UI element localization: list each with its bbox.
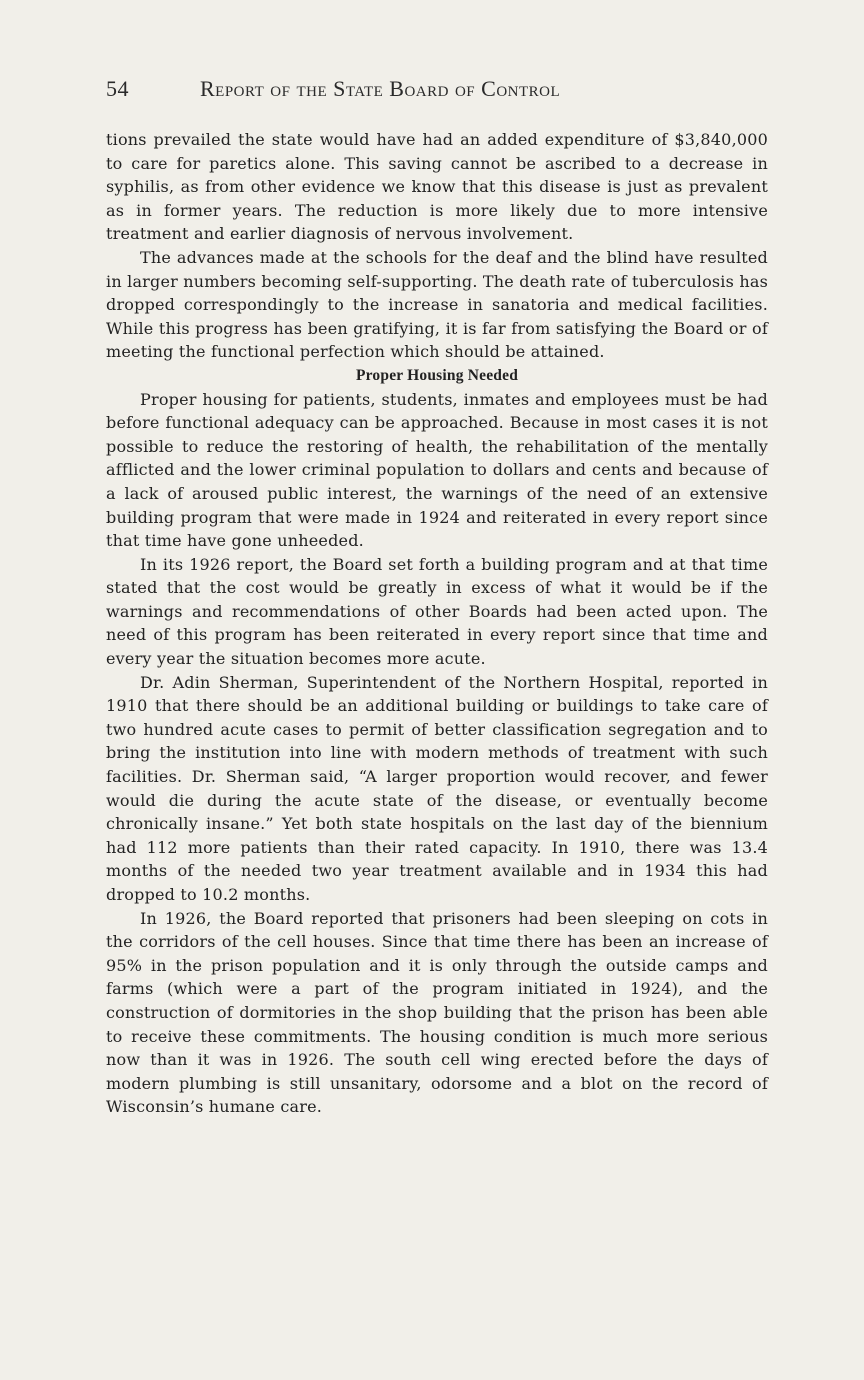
paragraph-continuation: tions prevailed the state would have had an added expenditure of $3,840,000 to care for paretics alone. This saving cannot be ascribed to a decrease in syphilis, as from other evidence we know that this disease is just as prevalent as in former years. The reduction is more likely due to more intensive treatment and earlier diagnosis of nervous involvement. — [106, 130, 768, 244]
paragraph-prison: In 1926, the Board reported that prisoners had been sleeping on cots in the corridors of the cell houses. Since that time there has been an increase of 95% in the prison population and it is only through the outside camps and farms (which were a part of the program initiated in 1924), and the construction of dormitories in the shop building that the prison has been able to receive these commitments. The housing condition is much more serious now than it was in 1926. The south cell wing erected before the days of modern plumbing is still unsanitary, odorsome and a blot on the record of Wisconsin’s humane care. — [106, 908, 768, 1117]
running-head-title: Report of the State Board of Control — [200, 76, 561, 101]
body-text — [106, 128, 768, 1119]
page-number: 54 — [106, 76, 129, 101]
paragraph-1926-report: In its 1926 report, the Board set forth a building program and at that time stated that the cost would be greatly in excess of what it would be if the warnings and recommendations of other Boards had been acted upon. The need of this program has been reiterated in every report since that time and every year the situation becomes more acute. — [106, 554, 768, 669]
book-page — [106, 70, 768, 1119]
paragraph-proper-housing: Proper housing for patients, students, inmates and employees must be had before functional adequacy can be approached. Because in most cases it is not possible to reduce the restoring of health, the rehabilitation of the mentally afflicted and the lower criminal population to dollars and cents and because of a lack of aroused public interest, the warnings of the need of an extensive building program that were made in 1924 and reiterated in every report since that time have gone unheeded. — [106, 389, 768, 551]
running-head — [106, 70, 768, 110]
section-heading: Proper Housing Needed — [355, 366, 519, 384]
paragraph-sherman: Dr. Adin Sherman, Superintendent of the Northern Hospital, reported in 1910 that there should be an additional building or buildings to take care of two hundred acute cases to permit of better classification segregation and to bring the institution into line with modern methods of treatment with such facilities. Dr. Sherman said, “A larger proportion would recover, and fewer would die during the acute state of the disease, or eventually become chronically insane.” Yet both state hospitals on the last day of the biennium had 112 more patients than their rated capacity. In 1910, there was 13.4 months of the needed two year treatment available and in 1934 this had dropped to 10.2 months. — [106, 672, 768, 904]
paragraph-advances: The advances made at the schools for the deaf and the blind have resulted in larger numbers becoming self-supporting. The death rate of tuberculosis has dropped correspondingly to the increase in sanatoria and medical facilities. While this progress has been gratifying, it is far from satisfying the Board or of meeting the functional perfection which should be attained. — [106, 247, 768, 362]
